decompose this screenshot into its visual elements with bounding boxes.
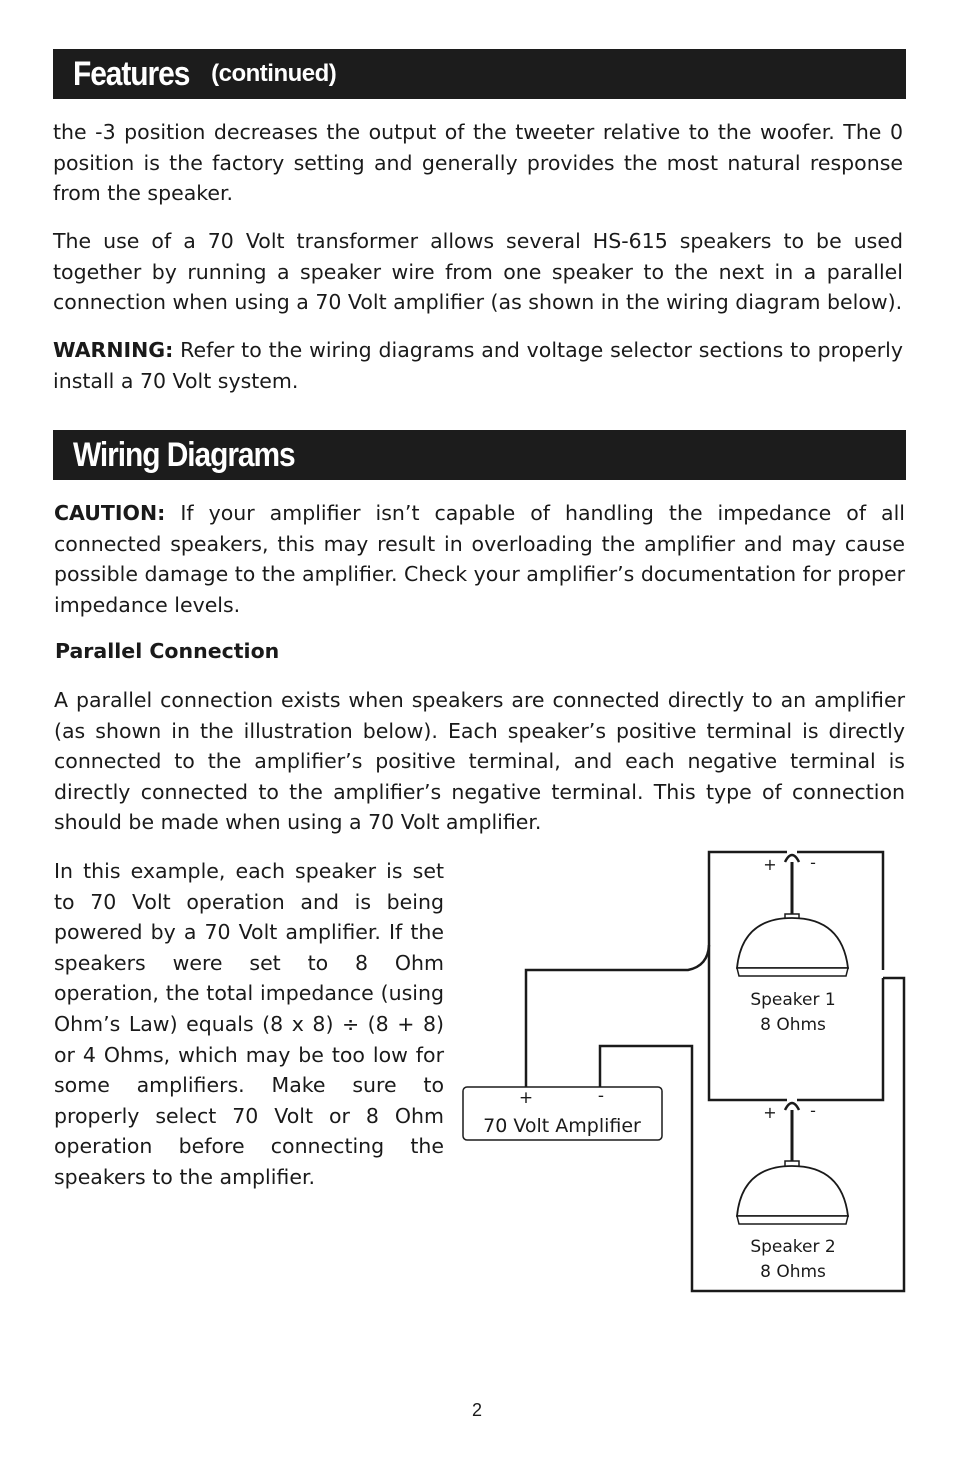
speaker2-plus-label: + [763,1103,777,1122]
amplifier-plus-label: + [518,1088,534,1108]
features-title: Features [73,54,190,93]
wiring-diagrams-title: Wiring Diagrams [73,435,295,474]
speaker1-name: Speaker 1 [750,990,836,1010]
speaker2-name: Speaker 2 [750,1237,836,1257]
speaker2-impedance: 8 Ohms [760,1262,826,1282]
speaker1-plus-label: + [763,855,777,874]
parallel-connection-paragraph: A parallel connection exists when speakers are connected directly to an amplifier (as shown in the illustration below). Each speaker’s positive terminal is directly connected to the amplifier’s positive terminal, and each negative terminal is directly connected to the amplifier’s negative terminal. This type of connection should be made when using a 70 Volt amplifier. [54,688,905,834]
features-paragraph-1: the -3 position decreases the output of the tweeter relative to the woofer. The 0 position is the factory setting and generally provides the most natural response from the speaker. [53,120,903,205]
example-paragraph: In this example, each speaker is set to 70 Volt operation and is being powered by a 70 Volt amplifier. If the speakers were set to 8 Ohm operation, the total impedance (using Ohm’s Law) equals (8 x 8) ÷ (8 + 8) or 4 Ohms, which may be too low for some amplifiers. Make sure to properly select 70 Volt or 8 Ohm operation before connecting the speakers to the amplifier. [54,859,444,1189]
parallel-connection-heading: Parallel Connection [55,639,280,663]
amplifier-label: 70 Volt Amplifier [483,1115,641,1137]
speaker-2-icon [737,1161,848,1224]
features-paragraph-2: The use of a 70 Volt transformer allows several HS-615 speakers to be used together by running a speaker wire from one speaker to the next in a parallel connection when using a 70 Volt amplifier (as shown in the wiring diagram below). [53,229,903,314]
warning-text: Refer to the wiring diagrams and voltage selector sections to properly install a 70 Volt system. [53,338,903,393]
warning-label: WARNING: [53,338,174,362]
speaker2-minus-label: - [810,1101,816,1120]
speaker-1-icon [737,914,848,976]
caution-text: If your amplifier isn’t capable of handling the impedance of all connected speakers, this may result in overloading the amplifier and may cause possible damage to the amplifier. Check your amplifier’s documentation for proper impedance levels. [54,501,905,617]
speaker1-impedance: 8 Ohms [760,1015,826,1035]
page-number: 2 [471,1400,482,1420]
speaker1-minus-label: - [810,853,816,872]
amplifier-minus-label: - [597,1086,605,1106]
caution-label: CAUTION: [54,501,166,525]
features-title-continued: (continued) [211,60,337,87]
